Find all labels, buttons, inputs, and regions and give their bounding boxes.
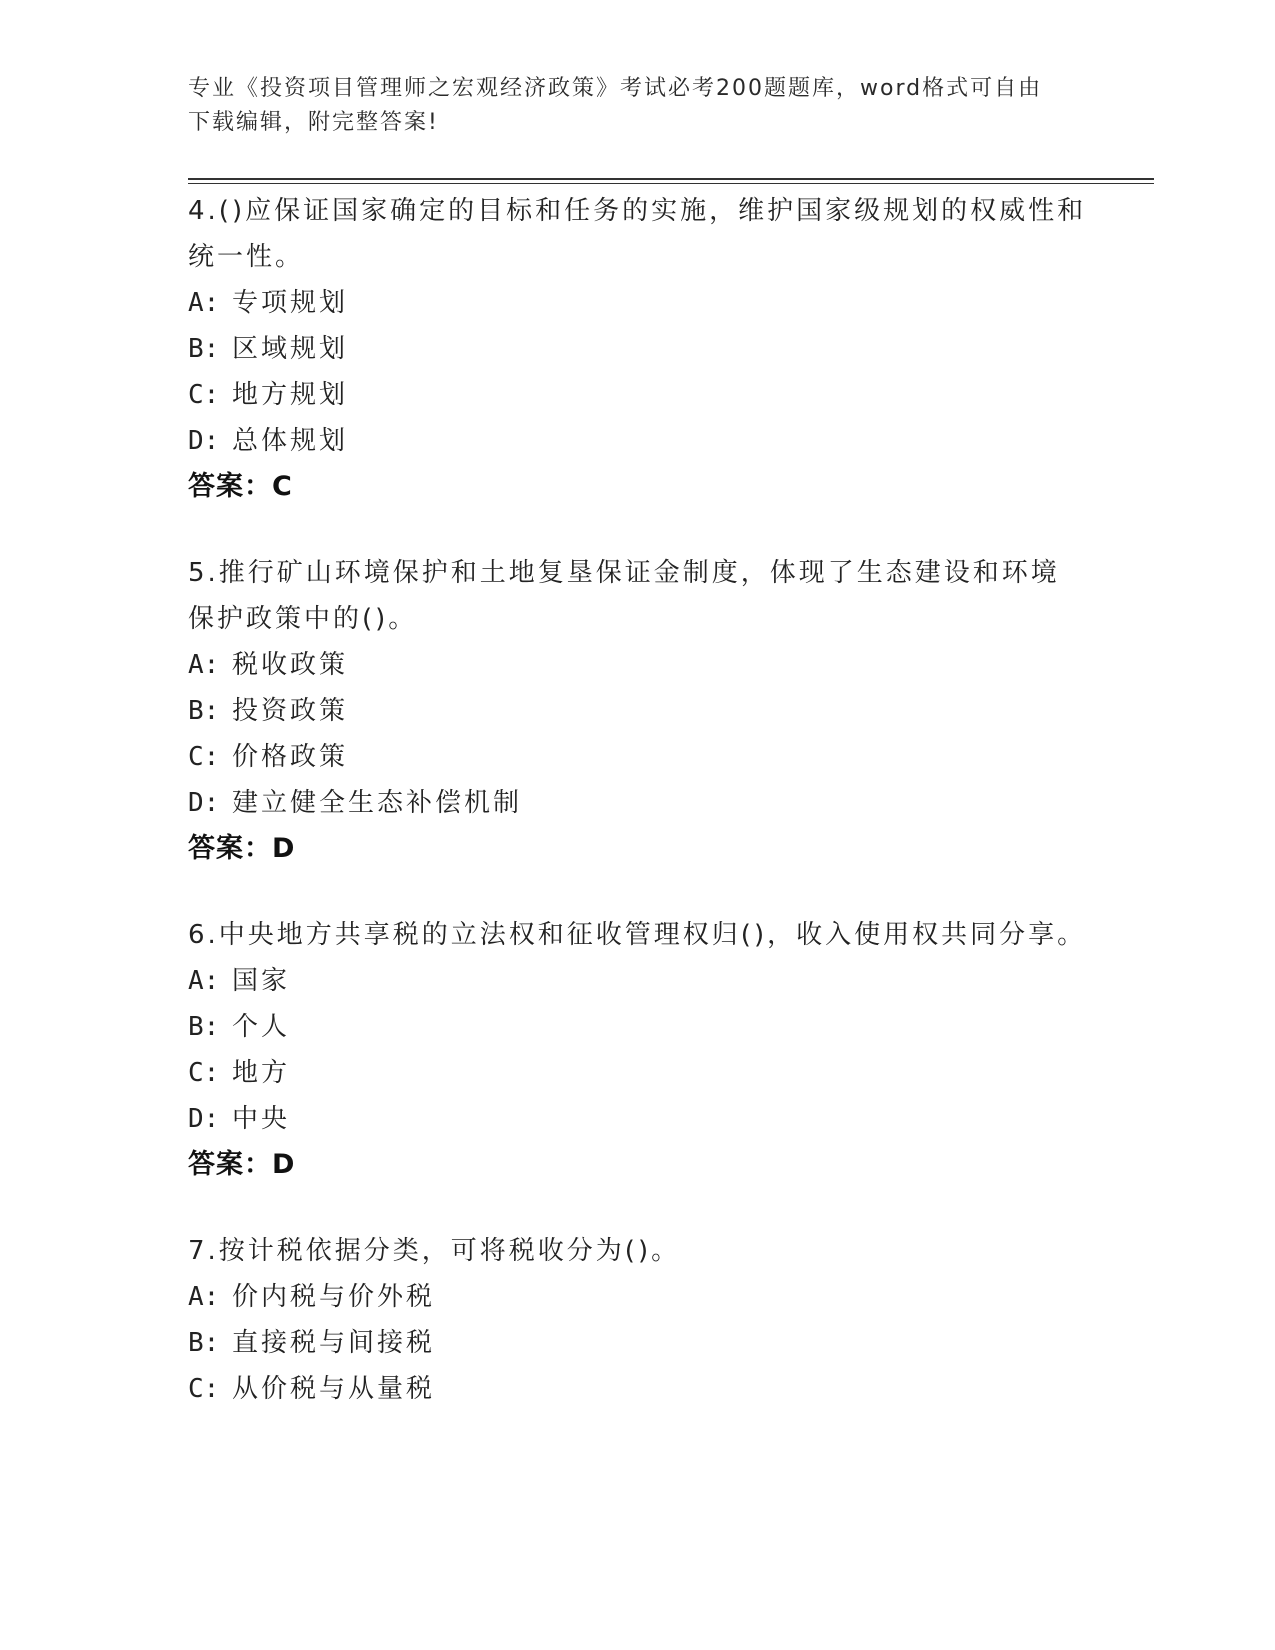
option-key: C: xyxy=(188,1058,220,1088)
option-a xyxy=(188,642,1088,688)
option-key: A: xyxy=(188,650,220,680)
option-text: 投资政策 xyxy=(232,696,349,726)
option-a xyxy=(188,958,1088,1004)
question-stem: 7.按计税依据分类，可将税收分为()。 xyxy=(188,1236,681,1266)
option-text: 直接税与间接税 xyxy=(232,1328,436,1358)
option-key: C: xyxy=(188,380,220,410)
option-key: D: xyxy=(188,788,220,818)
option-b xyxy=(188,688,1088,734)
option-key: D: xyxy=(188,426,220,456)
option-d xyxy=(188,1096,1088,1142)
option-text: 价内税与价外税 xyxy=(232,1282,436,1312)
option-key: C: xyxy=(188,742,220,772)
question-stem: 6.中央地方共享税的立法权和征收管理权归()，收入使用权共同分享。 xyxy=(188,920,1087,950)
option-key: B: xyxy=(188,334,220,364)
question-stem: 4.()应保证国家确定的目标和任务的实施，维护国家级规划的权威性和统一性。 xyxy=(188,196,1087,272)
option-c xyxy=(188,1050,1088,1096)
option-d xyxy=(188,780,1088,826)
header-divider-thin xyxy=(188,183,1154,184)
question-stem: 5.推行矿山环境保护和土地复垦保证金制度，体现了生态建设和环境保护政策中的()。 xyxy=(188,558,1060,634)
option-text: 地方 xyxy=(232,1058,291,1088)
option-b xyxy=(188,1320,1088,1366)
option-c xyxy=(188,734,1088,780)
header-line-1: 专业《投资项目管理师之宏观经济政策》考试必考200题题库，word格式可自由 xyxy=(188,76,1043,101)
option-a xyxy=(188,1274,1088,1320)
option-text: 专项规划 xyxy=(232,288,349,318)
option-b xyxy=(188,1004,1088,1050)
option-text: 中央 xyxy=(232,1104,291,1134)
option-key: A: xyxy=(188,966,220,996)
option-c xyxy=(188,372,1088,418)
option-b xyxy=(188,326,1088,372)
header-line-2: 下载编辑，附完整答案! xyxy=(188,110,439,135)
question-item xyxy=(188,550,1088,872)
option-key: C: xyxy=(188,1374,220,1404)
option-key: B: xyxy=(188,1328,220,1358)
option-key: B: xyxy=(188,696,220,726)
answer-line: 答案：C xyxy=(188,471,293,502)
answer-line: 答案：D xyxy=(188,1149,296,1180)
option-text: 价格政策 xyxy=(232,742,349,772)
option-text: 税收政策 xyxy=(232,650,349,680)
question-item xyxy=(188,188,1088,510)
option-c xyxy=(188,1366,1088,1412)
question-item xyxy=(188,1228,1088,1412)
option-key: D: xyxy=(188,1104,220,1134)
option-text: 从价税与从量税 xyxy=(232,1374,436,1404)
question-item xyxy=(188,912,1088,1188)
option-text: 总体规划 xyxy=(232,426,349,456)
option-key: A: xyxy=(188,1282,220,1312)
option-text: 地方规划 xyxy=(232,380,349,410)
option-key: A: xyxy=(188,288,220,318)
header-divider xyxy=(188,178,1154,180)
option-key: B: xyxy=(188,1012,220,1042)
document-header xyxy=(188,72,1068,140)
option-text: 建立健全生态补偿机制 xyxy=(232,788,523,818)
answer-line: 答案：D xyxy=(188,833,296,864)
option-d xyxy=(188,418,1088,464)
option-a xyxy=(188,280,1088,326)
option-text: 国家 xyxy=(232,966,291,996)
option-text: 个人 xyxy=(232,1012,291,1042)
option-text: 区域规划 xyxy=(232,334,349,364)
question-list xyxy=(188,188,1088,1452)
